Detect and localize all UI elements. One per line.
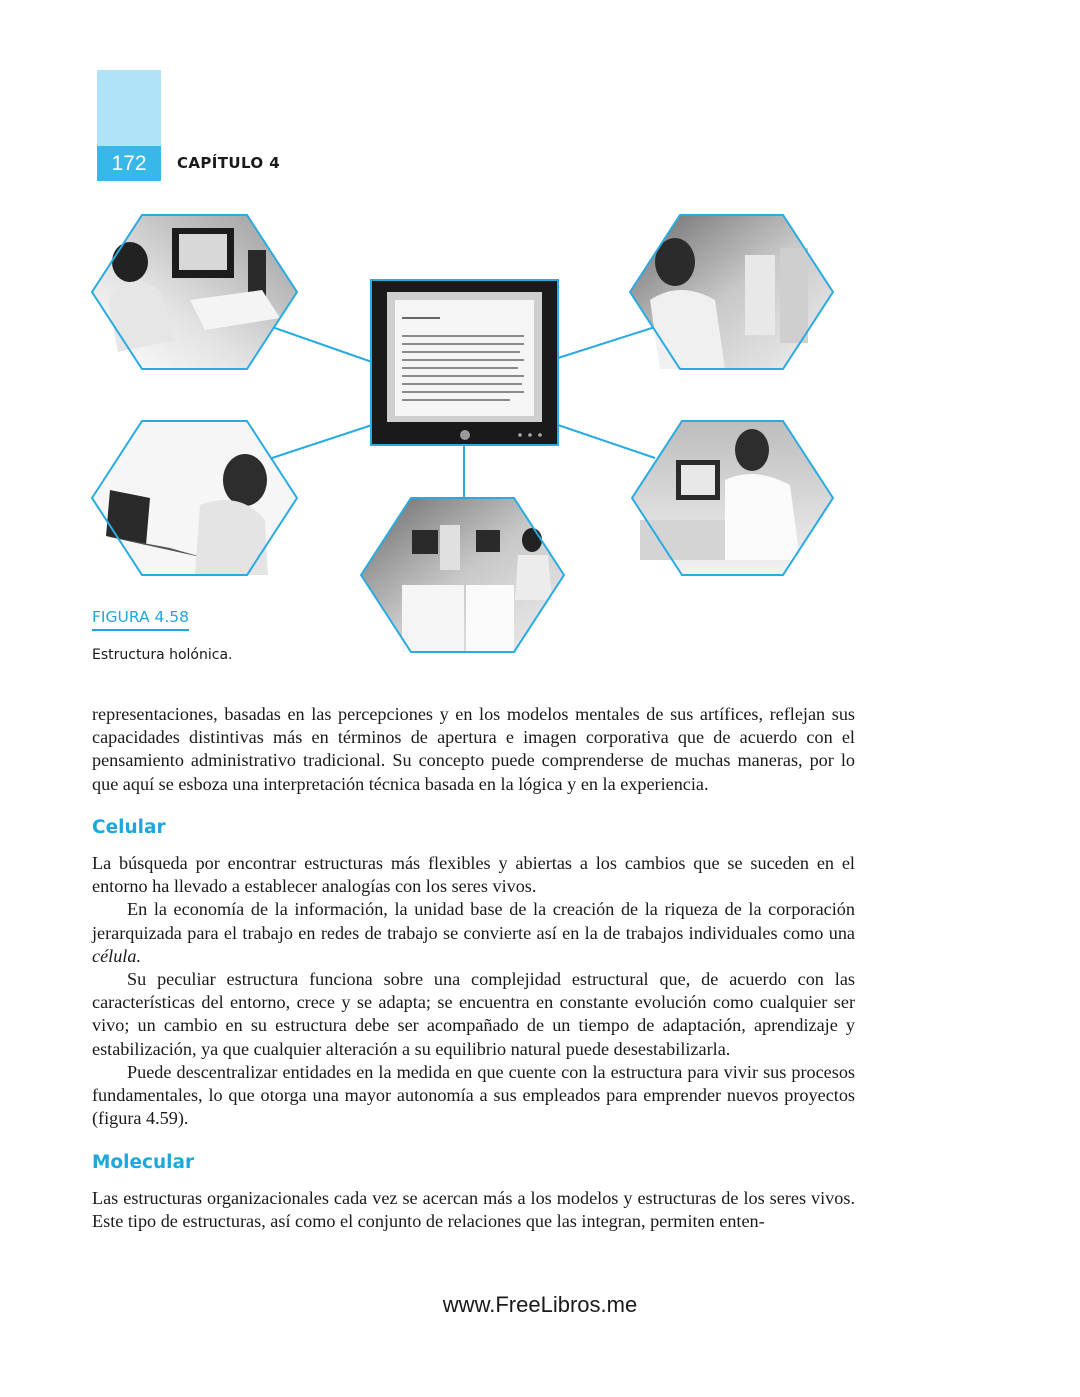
figure-label: FIGURA 4.58: [92, 608, 189, 631]
photo-man-laptop: [632, 421, 833, 575]
section-heading-molecular: Molecular: [92, 1152, 195, 1173]
emphasis-term: célula.: [92, 945, 141, 966]
intro-paragraph: [92, 703, 855, 796]
figure-caption: Estructura holónica.: [92, 647, 233, 663]
chapter-title: CAPÍTULO 4: [177, 154, 281, 172]
paragraph: Las estructuras organizacionales cada vez se acercan más a los modelos y estructuras de los seres vivos. Este tipo de estructuras, así como el conjunto de relaciones que las integran, permiten enten-: [92, 1188, 855, 1232]
photo-office-worker-desk: [92, 215, 297, 369]
paragraph: [92, 898, 855, 968]
photo-woman-laptop: [92, 421, 297, 575]
section-celular-text: [92, 852, 855, 1130]
photo-center-monitor: [371, 280, 558, 445]
paragraph: La búsqueda por encontrar estructuras más flexibles y abiertas a los cambios que se suceden en el entorno ha llevado a establecer analogías con los seres vivos.: [92, 853, 855, 897]
photo-computer-lab: [361, 498, 564, 652]
footer-url[interactable]: www.FreeLibros.me: [442, 1292, 638, 1317]
paragraph: Su peculiar estructura funciona sobre una complejidad estructural que, de acuerdo con las características del entorno, crece y se adapta; se encuentra en constante evolución como cualquier ser vivo; un cambio en su estructura debe ser acompañado de un tiempo de adaptación, aprendizaje y estabilización, ya que cualquier alteración a su equilibrio natural puede desestabilizarla.: [92, 969, 855, 1059]
section-heading-celular: Celular: [92, 817, 166, 838]
paragraph: Puede descentralizar entidades en la medida en que cuente con la estructura para vivir sus procesos fundamentales, lo que otorga una mayor autonomía a sus empleados para emprender nuevos proyectos (figura 4.59).: [92, 1061, 855, 1129]
page-number: 172: [97, 146, 161, 181]
photo-woman-computer-lab: [630, 215, 833, 369]
section-molecular-text: [92, 1187, 855, 1233]
paragraph: representaciones, basadas en las percepciones y en los modelos mentales de sus artífices, reflejan sus capacidades distintivas más en términos de apertura e imagen corporativa que de acuerdo con el pensamiento administrativo tradicional. Su concepto puede comprenderse de muchas maneras, por lo que aquí se esboza una interpretación técnica basada en la lógica y en la experiencia.: [92, 704, 855, 794]
paragraph-text: En la economía de la información, la unidad base de la creación de la riqueza de la corporación jerarquizada para el trabajo en redes de trabajo se convierte así en la de trabajos individuales como una: [92, 899, 855, 943]
